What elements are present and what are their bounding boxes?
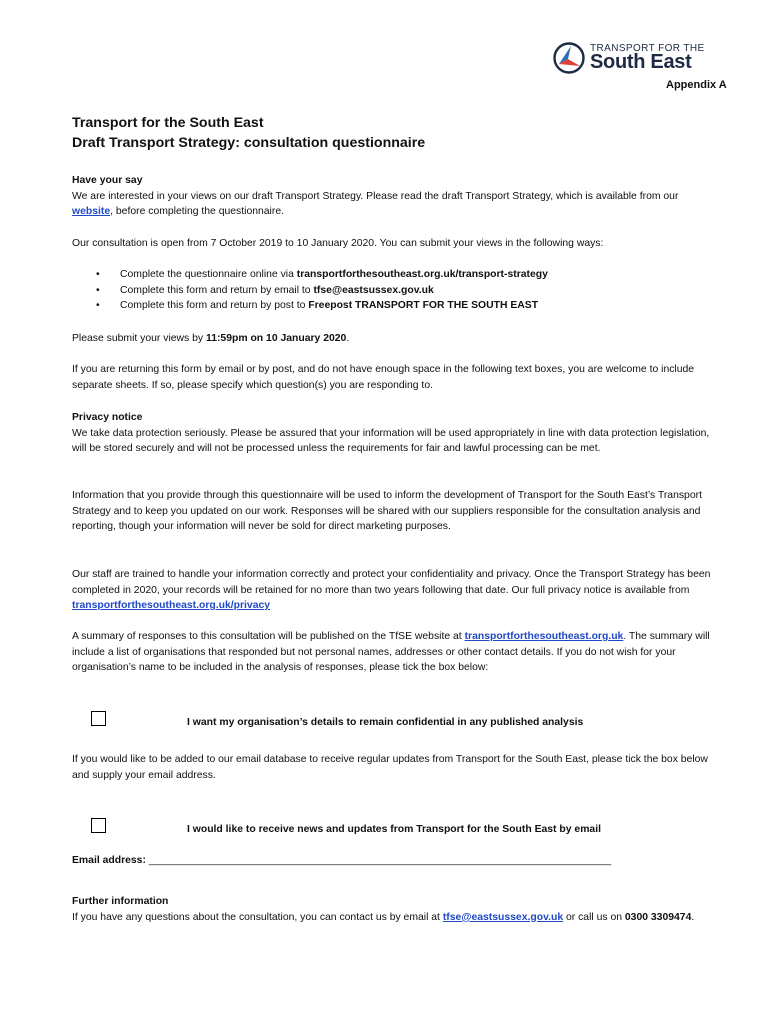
have-your-say-section (72, 173, 712, 220)
email-address-field[interactable] (72, 853, 712, 869)
list-item: • Complete this form and return by email to tfse@eastsussex.gov.uk (72, 283, 712, 299)
website-link[interactable]: website (72, 206, 111, 218)
contact-email-link[interactable]: tfse@eastsussex.gov.uk (442, 911, 564, 923)
privacy-link[interactable]: transportforthesoutheast.org.uk/privacy (72, 600, 271, 612)
list-item: • Complete this form and return by post to Freepost TRANSPORT FOR THE SOUTH EAST (72, 298, 712, 314)
privacy-paragraph-1: We take data protection seriously. Please be assured that your information will be used appropriately in line with data protection legislation, will be stored securely and will not be processed unless the requirements for fair and lawful processing can be met. (72, 427, 710, 455)
further-information-paragraph: If you have any questions about the consultation, you can contact us by email at tfse@eastsussex.gov.uk or call us on 0300 3309474. (72, 911, 695, 923)
logo-emblem-icon (552, 40, 588, 76)
list-item: • Complete the questionnaire online via transportforthesoutheast.org.uk/transport-strategy (72, 267, 712, 283)
submission-ways-list (72, 267, 712, 314)
further-information-heading: Further information (72, 896, 169, 907)
logo-top-text: TRANSPORT FOR THE (590, 43, 705, 54)
title-line-1: Transport for the South East (72, 115, 264, 131)
privacy-heading: Privacy notice (72, 412, 143, 423)
further-information-section (72, 894, 712, 925)
appendix-label: Appendix A (666, 79, 727, 91)
privacy-section (72, 410, 712, 457)
privacy-paragraph-4: A summary of responses to this consultation will be published on the TfSE website at transportforthesoutheast.org.uk. The summary will include a list of organisations that responded but not personal names, addresses or other contact details. If you do not wish for your organisation’s name to be included in the analysis of responses, please tick the box below: (72, 631, 710, 674)
privacy-paragraph-3: Our staff are trained to handle your information correctly and protect your confidentiality and privacy. Once the Transport Strategy has been completed in 2020, your records will be retained for no more than two years following that date. Our full privacy notice is available from transportforthesoutheast.org.uk/privacy (72, 569, 711, 612)
news-updates-checkbox-label: I would like to receive news and updates from Transport for the South East by email (187, 824, 601, 835)
confidential-checkbox-label: I want my organisation’s details to remain confidential in any published analysis (187, 717, 584, 728)
extra-sheets-paragraph: If you are returning this form by email or by post, and do not have enough space in the following text boxes, you are welcome to include separate sheets. If so, please specify which question(s) you are responding to. (72, 364, 695, 391)
phone-number: 0300 3309474 (624, 911, 692, 923)
news-updates-checkbox[interactable] (91, 818, 106, 833)
have-your-say-heading: Have your say (72, 175, 143, 186)
consultation-dates-paragraph: Our consultation is open from 7 October 2019 to 10 January 2020. You can submit your views in the following ways: (72, 238, 604, 249)
privacy-paragraph-2: Information that you provide through this questionnaire will be used to inform the development of Transport for the South East’s Transport Strategy and to keep you updated on our work. Responses will be shared with our suppliers responsible for the consultation analysis and reporting, though your information will never be sold for direct marketing purposes. (72, 490, 702, 533)
email-address-label: Email address: (72, 855, 149, 866)
tfse-website-link[interactable]: transportforthesoutheast.org.uk (464, 631, 624, 642)
document-title (72, 113, 425, 153)
email-database-paragraph: If you would like to be added to our email database to receive regular updates from Transport for the South East, please tick the box below and supply your email address. (72, 754, 708, 781)
logo-bottom-text: South East (590, 51, 692, 73)
intro-paragraph: We are interested in your views on our draft Transport Strategy. Please read the draft Transport Strategy, which is available from our website, before completing the questionnaire. (72, 190, 679, 218)
confidential-checkbox[interactable] (91, 711, 106, 726)
deadline-paragraph: Please submit your views by 11:59pm on 10 January 2020. (72, 333, 350, 344)
tfse-logo (552, 40, 717, 76)
email-address-line[interactable]: ________________________________________________________________________________ (148, 855, 612, 866)
title-line-2: Draft Transport Strategy: consultation questionnaire (72, 135, 426, 151)
